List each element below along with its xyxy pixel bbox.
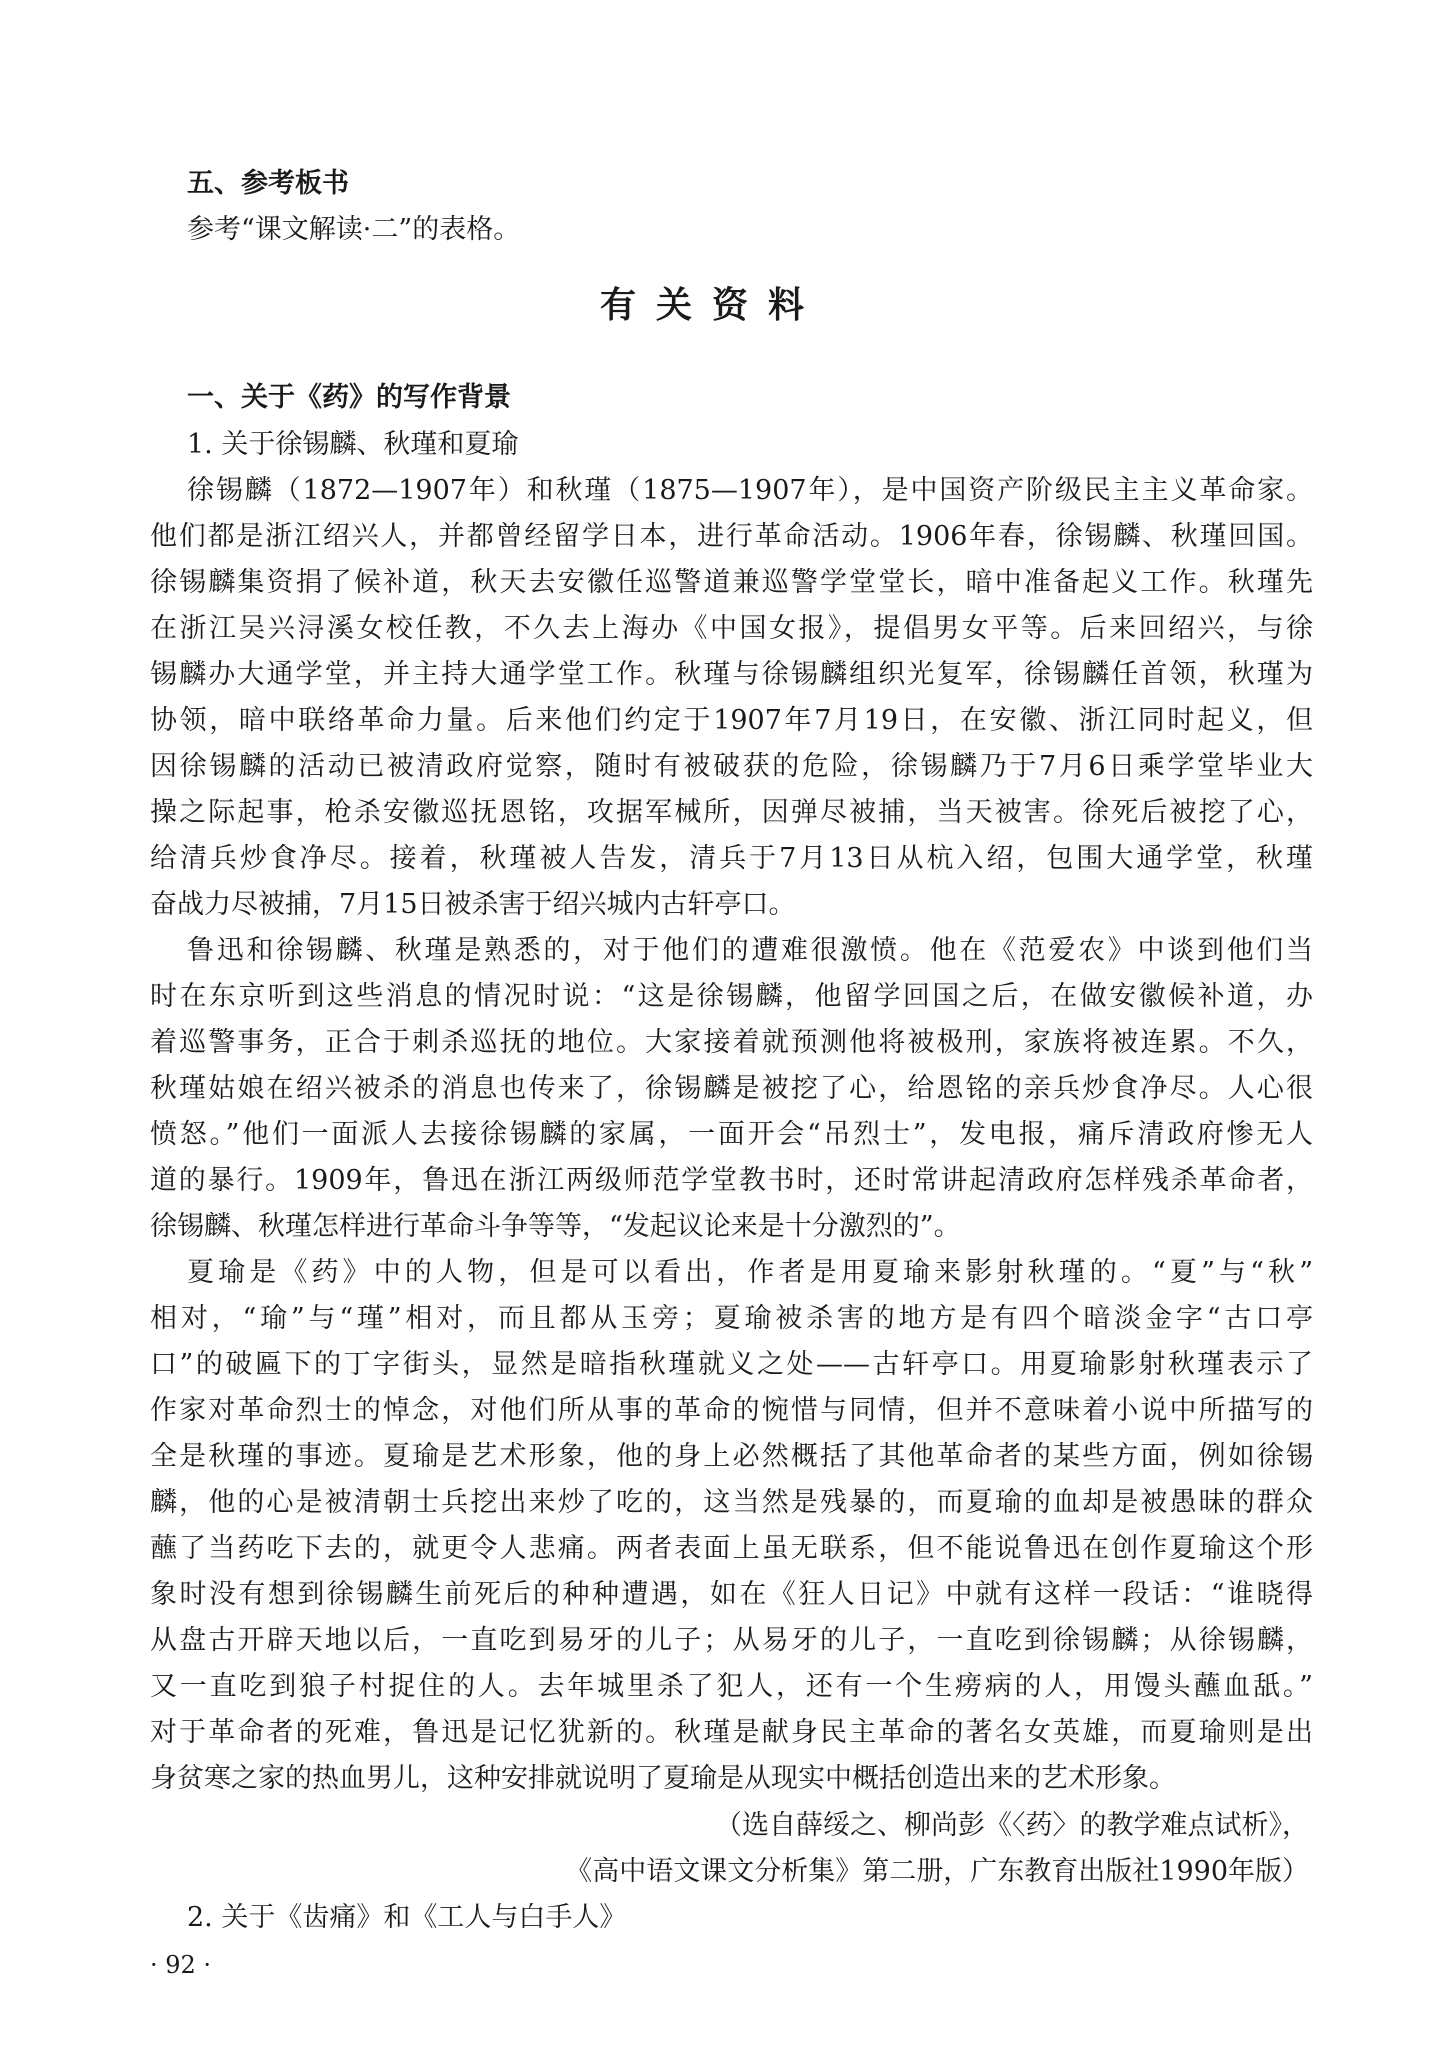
paragraph-line: 麟，他的心是被清朝士兵挖出来炒了吃的，这当然是残暴的，而夏瑜的血却是被愚昧的群众 (150, 1487, 1313, 1518)
paragraph-line: 象时没有想到徐锡麟生前死后的种种遭遇，如在《狂人日记》中就有这样一段话：“谁晓得 (150, 1579, 1313, 1610)
paragraph-line: 身贫寒之家的热血男儿，这种安排就说明了夏瑜是从现实中概括创造出来的艺术形象。 (150, 1763, 1176, 1794)
paragraph-line: 协领，暗中联络革命力量。后来他们约定于1907年7月19日，在安徽、浙江同时起义，但 (150, 705, 1313, 736)
paragraph-line: 着巡警事务，正合于刺杀巡抚的地位。大家接着就预测他将被极刑，家族将被连累。不久， (150, 1027, 1313, 1058)
paragraph-line: 口”的破匾下的丁字街头，显然是暗指秋瑾就义之处——古轩亭口。用夏瑜影射秋瑾表示了 (150, 1349, 1313, 1380)
paragraph-line: 徐锡麟（1872—1907年）和秋瑾（1875—1907年），是中国资产阶级民主主义革命家。 (187, 475, 1313, 506)
paragraph-line: 徐锡麟集资捐了候补道，秋天去安徽任巡警道兼巡警学堂堂长，暗中准备起义工作。秋瑾先 (150, 567, 1313, 598)
paragraph-line: 从盘古开辟天地以后，一直吃到易牙的儿子；从易牙的儿子，一直吃到徐锡麟；从徐锡麟， (150, 1625, 1313, 1656)
paragraph-line: 秋瑾姑娘在绍兴被杀的消息也传来了，徐锡麟是被挖了心，给恩铭的亲兵炒食净尽。人心很 (150, 1073, 1313, 1104)
paragraph-line: 因徐锡麟的活动已被清政府觉察，随时有被破获的危险，徐锡麟乃于7月6日乘学堂毕业大 (150, 751, 1313, 782)
paragraph-line: 对于革命者的死难，鲁迅是记忆犹新的。秋瑾是献身民主革命的著名女英雄，而夏瑜则是出 (150, 1717, 1313, 1748)
section-heading: 五、参考板书 (187, 168, 349, 199)
section-body: 参考“课文解读·二”的表格。 (187, 214, 521, 245)
paragraph-line: 又一直吃到狼子村捉住的人。去年城里杀了犯人，还有一个生痨病的人，用馒头蘸血舐。” (150, 1671, 1313, 1702)
paragraph-line: 锡麟办大通学堂，并主持大通学堂工作。秋瑾与徐锡麟组织光复军，徐锡麟任首领，秋瑾为 (150, 659, 1313, 690)
paragraph-line: 奋战力尽被捕，7月15日被杀害于绍兴城内古轩亭口。 (150, 889, 796, 920)
paragraph-line: 在浙江吴兴浔溪女校任教，不久去上海办《中国女报》，提倡男女平等。后来回绍兴，与徐 (150, 613, 1313, 644)
subheading-2: 2. 关于《齿痛》和《工人与白手人》 (187, 1902, 627, 1933)
paragraph-line: 愤怒。”他们一面派人去接徐锡麟的家属，一面开会“吊烈士”，发电报，痛斥清政府惨无人 (150, 1119, 1313, 1150)
page-title: 有关资料 (600, 285, 825, 326)
page-number: · 92 · (150, 1951, 212, 1979)
paragraph-line: 夏瑜是《药》中的人物，但是可以看出，作者是用夏瑜来影射秋瑾的。“夏”与“秋” (187, 1257, 1313, 1288)
part-heading: 一、关于《药》的写作背景 (187, 382, 511, 413)
paragraph-line: 相对，“瑜”与“瑾”相对，而且都从玉旁；夏瑜被杀害的地方是有四个暗淡金字“古口亭 (150, 1303, 1313, 1334)
source-citation: 《高中语文课文分析集》第二册，广东教育出版社1990年版） (565, 1856, 1309, 1887)
paragraph-line: 鲁迅和徐锡麟、秋瑾是熟悉的，对于他们的遭难很激愤。他在《范爱农》中谈到他们当 (187, 935, 1313, 966)
paragraph-line: 作家对革命烈士的悼念，对他们所从事的革命的惋惜与同情，但并不意味着小说中所描写的 (150, 1395, 1313, 1426)
paragraph-line: 操之际起事，枪杀安徽巡抚恩铭，攻据军械所，因弹尽被捕，当天被害。徐死后被挖了心， (150, 797, 1313, 828)
subheading-1: 1. 关于徐锡麟、秋瑾和夏瑜 (187, 429, 519, 460)
paragraph-line: 蘸了当药吃下去的，就更令人悲痛。两者表面上虽无联系，但不能说鲁迅在创作夏瑜这个形 (150, 1533, 1313, 1564)
paragraph-line: 全是秋瑾的事迹。夏瑜是艺术形象，他的身上必然概括了其他革命者的某些方面，例如徐锡 (150, 1441, 1313, 1472)
paragraph-line: 徐锡麟、秋瑾怎样进行革命斗争等等，“发起议论来是十分激烈的”。 (150, 1211, 961, 1242)
paragraph-line: 他们都是浙江绍兴人，并都曾经留学日本，进行革命活动。1906年春，徐锡麟、秋瑾回国。 (150, 521, 1313, 552)
paragraph-line: 时在东京听到这些消息的情况时说：“这是徐锡麟，他留学回国之后，在做安徽候补道，办 (150, 981, 1313, 1012)
paragraph-line: 道的暴行。1909年，鲁迅在浙江两级师范学堂教书时，还时常讲起清政府怎样残杀革命者， (150, 1165, 1313, 1196)
source-citation: （选自薛绥之、柳尚彭《〈药〉的教学难点试析》， (715, 1810, 1309, 1841)
paragraph-line: 给清兵炒食净尽。接着，秋瑾被人告发，清兵于7月13日从杭入绍，包围大通学堂，秋瑾 (150, 843, 1313, 874)
